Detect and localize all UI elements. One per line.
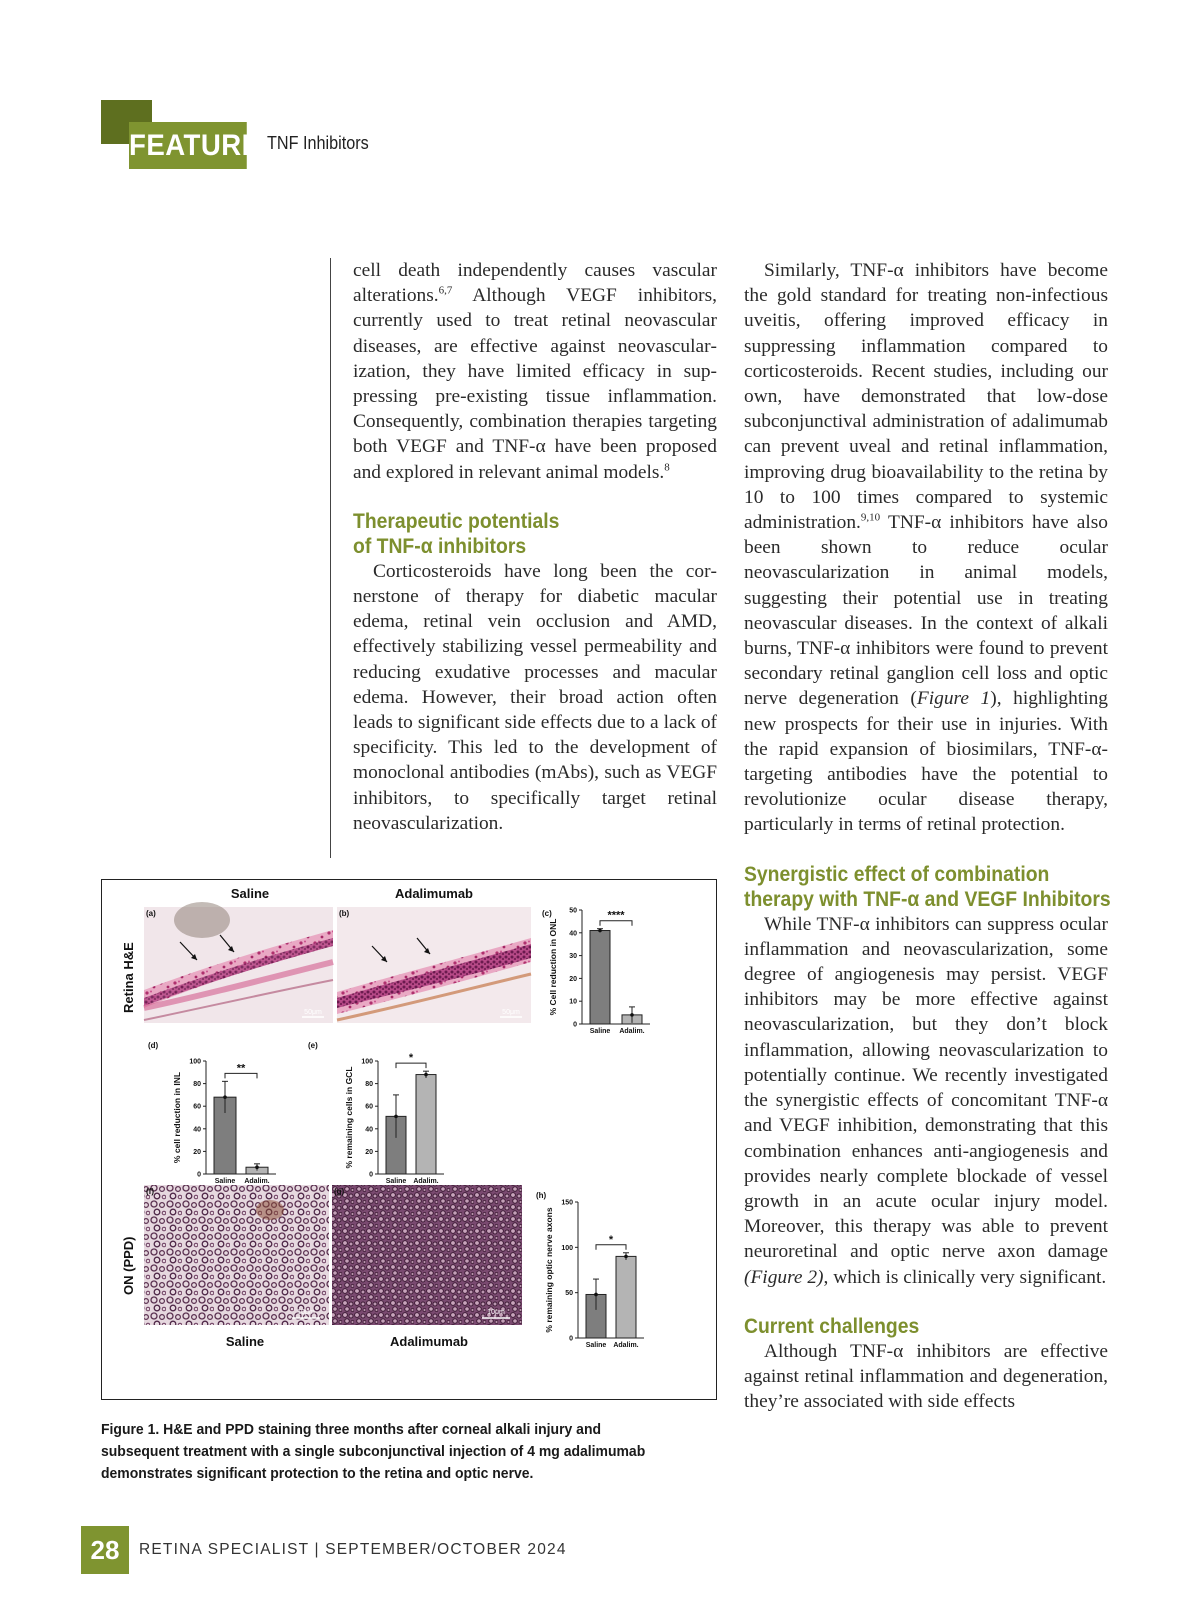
section-heading: Therapeutic potentials of TNF-α inhibitors: [353, 508, 560, 558]
panel-label: (a): [146, 909, 156, 918]
panel-label: (h): [536, 1191, 547, 1200]
data-point: [255, 1165, 259, 1169]
y-tick-label: 20: [569, 975, 577, 983]
y-tick-label: 40: [365, 1126, 373, 1134]
chart-gcl-remaining-cells: [344, 1052, 444, 1185]
panel-label: (b): [339, 909, 350, 918]
y-tick-label: 100: [361, 1058, 373, 1066]
figure-label-saline-top: Saline: [230, 886, 270, 901]
figure-label-adalimumab-top: Adalimumab: [394, 886, 474, 901]
row-label-retina: Retina H&E: [121, 942, 136, 1013]
data-point: [594, 1293, 598, 1297]
y-tick-label: 80: [193, 1081, 201, 1089]
significance-label: *: [408, 1052, 414, 1065]
paragraph: Similarly, TNF-α inhibitors have become the gold standard for treating non-infectious uveitis, offering improved efficacy in suppressing inflammation compared to corticosteroids. Recent studies, including our own, have demonstrated that low-dose subconjunctival administration of adalimumab can prevent uveal and retinal inflammation, improving drug bioavailability to the retina by 10 to 100 times compared to systemic administration.$^{9,10}$ TNF-α inhibitors have also been shown to reduce ocular neovascularization in animal models, suggesting their potential use in treating neovascular diseases. In the context of alkali burns, TNF-α inhibitors were found to prevent secondary retinal ganglion cell loss and optic nerve degeneration (Figure 1), highlighting new prospects for their use in injuries. With the rapid expansion of biosimilars, TNF-α-targeting antibodies have the potential to revolutionize ocular disease therapy, particularly in terms of retinal protection.: [744, 260, 1108, 836]
category-label: Saline: [589, 1028, 611, 1035]
category-label: Adalim.: [244, 1178, 270, 1185]
chart-inl-cell-reduction: [172, 1059, 276, 1186]
bar: [416, 1075, 436, 1174]
figure-caption: Figure 1. H&E and PPD staining three months after corneal alkali injury and subsequent treatment with a single subconjunctival injection of 4 mg adalimumab demonstrates significant protection to the retina and optic nerve.: [101, 1421, 646, 1482]
y-tick-label: 0: [569, 1335, 573, 1343]
figure-label-adalimumab-bottom: Adalimumab: [389, 1334, 469, 1349]
y-tick-label: 20: [193, 1148, 201, 1156]
y-axis-label: % remaining cells in GCL: [344, 1066, 354, 1169]
section-topic: TNF Inhibitors: [267, 133, 369, 153]
category-label: Adalim.: [613, 1342, 639, 1349]
scale-bar-label: 50μm: [502, 1009, 520, 1016]
y-tick-label: 50: [569, 907, 577, 915]
bar: [590, 931, 610, 1024]
scale-bar-label: 10μm: [487, 1309, 505, 1316]
y-tick-label: 30: [569, 953, 577, 961]
y-tick-label: 40: [193, 1126, 201, 1134]
scale-bar-label: 10μm: [297, 1309, 315, 1316]
paragraph: While TNF-α inhibitors can suppress ocular inflammation and neovascularization, some degree of angiogenesis may persist. VEGF inhibitors may be more effective against neovascularization, but they don’t block inflammation, allowing neovascularization to potentially continue. We recently investigated the synergistic effects of concomitant TNF-α and VEGF inhibition, demonstrating that this combination enhances anti-angiogenesis and provides nearly complete blockade of vessel growth in an acute ocular injury model. Moreover, this therapy was able to prevent neuroretinal and optic nerve axon damage (Figure 2), which is clinically very significant.: [744, 913, 1108, 1288]
section-heading: Synergistic effect of combination therapy with TNF-α and VEGF Inhibitors: [744, 861, 1111, 911]
publication-footer: RETINA SPECIALIST | SEPTEMBER/OCTOBER 2024: [139, 1541, 567, 1558]
y-tick-label: 100: [561, 1244, 573, 1252]
figure-label-saline-bottom: Saline: [225, 1334, 265, 1349]
y-tick-label: 0: [369, 1171, 373, 1179]
y-tick-label: 50: [565, 1290, 573, 1298]
paragraph: Corticosteroids have long been the cornerstone of therapy for diabetic macular edema, retinal vein occlusion and AMD, effectively stabilizing vessel permeability and reducing exudative processes and macular edema. However, their broad action often leads to significant side effects due to a lack of specificity. This led to the development of monoclonal antibodies (mAbs), such as VEGF inhibitors, to specifically target retinal neovascularization.: [353, 560, 717, 834]
figure-1: [101, 879, 717, 1400]
panel-label: (f): [146, 1187, 154, 1196]
column-left: [353, 258, 717, 836]
panel-label: (d): [148, 1041, 159, 1050]
data-point: [624, 1255, 628, 1259]
panel-g-optic-nerve-adalimumab: [332, 1185, 522, 1325]
category-label: Adalim.: [413, 1178, 439, 1185]
scale-bar-label: 50μm: [304, 1009, 322, 1016]
y-axis-label: % remaining optic nerve axons: [544, 1207, 554, 1333]
y-tick-label: 80: [365, 1081, 373, 1089]
paragraph: cell death independently causes vascular alterations.$^{6,7}$ Although VEGF inhibitors, currently used to treat retinal neovascular diseases, are effective against neovascularization, they have limited efficacy in suppressing pre-existing tissue inflammation. Consequently, combination therapies targeting both VEGF and TNF-α have been proposed and explored in relevant animal models.$^8$: [353, 260, 717, 483]
data-point: [223, 1095, 227, 1099]
data-point: [630, 1013, 634, 1017]
page-number: 28: [81, 1526, 129, 1574]
category-label: Saline: [585, 1342, 607, 1349]
y-tick-label: 40: [569, 930, 577, 938]
significance-label: **: [236, 1062, 246, 1075]
data-point: [424, 1073, 428, 1077]
y-tick-label: 0: [573, 1021, 577, 1029]
y-tick-label: 10: [569, 998, 577, 1006]
category-label: Saline: [214, 1178, 236, 1185]
panel-a-retina-saline: [144, 902, 333, 1023]
panel-label: (c): [542, 909, 552, 918]
chart-onl-cell-reduction: [548, 908, 650, 1036]
column-right: [744, 258, 1111, 1414]
significance-label: ****: [607, 909, 625, 922]
bar: [616, 1256, 636, 1338]
chart-optic-nerve-axons: [544, 1200, 644, 1350]
y-tick-label: 100: [189, 1058, 201, 1066]
section-heading: Current challenges: [744, 1313, 920, 1338]
panel-b-retina-adalimumab: [337, 907, 531, 1023]
y-tick-label: 150: [561, 1199, 573, 1207]
y-tick-label: 0: [197, 1171, 201, 1179]
panel-label: (g): [334, 1187, 345, 1196]
panel-f-optic-nerve-saline: [144, 1185, 329, 1325]
y-tick-label: 60: [365, 1103, 373, 1111]
data-point: [598, 929, 602, 933]
column-rule: [330, 258, 331, 858]
data-point: [394, 1115, 398, 1119]
y-tick-label: 20: [365, 1148, 373, 1156]
category-label: Saline: [385, 1178, 407, 1185]
section-label: FEATURE: [129, 122, 247, 169]
panel-label: (e): [308, 1041, 318, 1050]
y-tick-label: 60: [193, 1103, 201, 1111]
paragraph: Although TNF-α inhibitors are effective against retinal inflammation and degeneration, they’re associated with side effects: [744, 1340, 1108, 1413]
y-axis-label: % Cell reduction in ONL: [548, 918, 558, 1016]
y-axis-label: % cell reduction in INL: [172, 1071, 182, 1164]
significance-label: *: [608, 1233, 614, 1246]
row-label-optic-nerve: ON (PPD): [121, 1236, 136, 1295]
category-label: Adalim.: [619, 1028, 645, 1035]
